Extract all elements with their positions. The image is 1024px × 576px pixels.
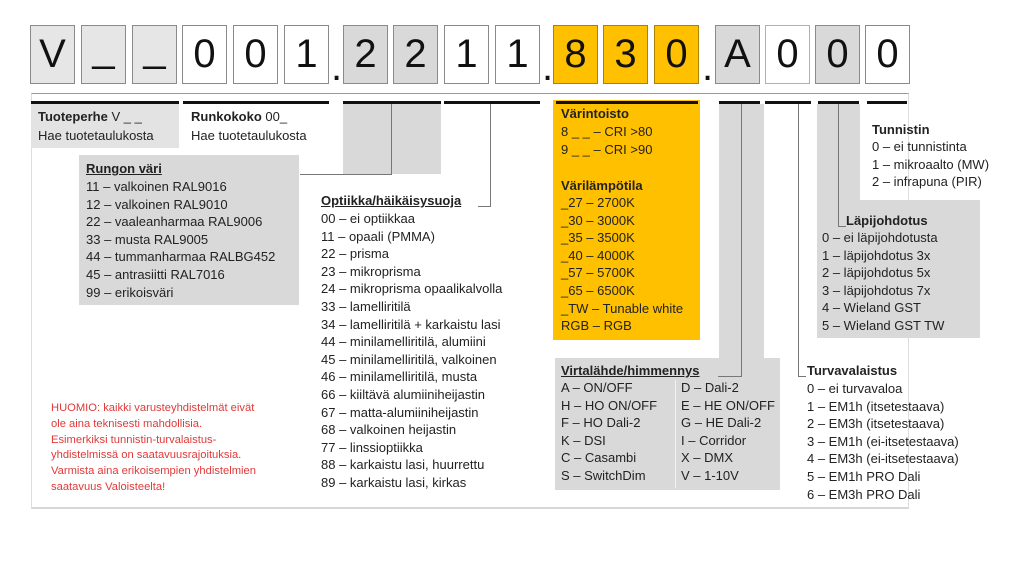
sensor-list	[872, 138, 989, 191]
list-item: RGB – RGB	[561, 318, 632, 334]
code-cell-size: 1	[284, 25, 329, 84]
code-cell-sensor: 0	[865, 25, 910, 84]
code-separator: .	[542, 45, 554, 89]
list-item: 00 – ei optiikkaa	[321, 211, 415, 226]
family-title: Tuoteperhe	[38, 109, 108, 124]
list-item: I – Corridor	[681, 432, 747, 448]
code-separator: .	[331, 45, 343, 89]
list-item: 45 – antrasiitti RAL7016	[86, 266, 225, 282]
code-cell-family: _	[132, 25, 177, 84]
list-item: 5 – EM1h PRO Dali	[807, 468, 921, 484]
list-item: 0 – ei turvavaloa	[807, 381, 903, 396]
family-code: V _ _	[111, 109, 142, 124]
body-color-list	[86, 178, 275, 301]
note-line: yhdistelmissä on saatavuusrajoituksia.	[51, 449, 242, 462]
list-item: 9 _ _ – CRI >90	[561, 141, 653, 157]
list-item: _TW – Tunable white	[561, 300, 684, 316]
body-color-connector-bg	[343, 104, 441, 174]
list-item: 77 – linssioptiikka	[321, 439, 423, 455]
connector-driver	[741, 104, 742, 376]
list-item: 33 – musta RAL9005	[86, 231, 209, 247]
bar-family	[31, 101, 179, 104]
bar-size	[183, 101, 329, 104]
cri-list	[561, 123, 652, 158]
body-color-title: Rungon väri	[86, 161, 162, 176]
list-item: 6 – EM3h PRO Dali	[807, 486, 921, 502]
driver-divider	[675, 380, 676, 488]
list-item: 34 – lamelliritilä + karkaistu lasi	[321, 316, 501, 332]
wiring-list	[822, 229, 944, 335]
list-item: C – Casambi	[561, 450, 637, 466]
list-item: 8 _ _ – CRI >80	[561, 124, 653, 139]
availability-note	[51, 401, 256, 496]
list-item: 23 – mikroprisma	[321, 263, 421, 279]
sensor-title: Tunnistin	[872, 122, 930, 137]
note-line: ole aina teknisesti mahdollisia.	[51, 417, 203, 430]
code-cell-family: _	[81, 25, 126, 84]
code-cell-body-color: 2	[343, 25, 388, 84]
code-cell-emergency: 0	[765, 25, 810, 84]
connector-driver	[718, 376, 742, 377]
list-item: 11 – valkoinen RAL9016	[86, 179, 227, 194]
list-item: 89 – karkaistu lasi, kirkas	[321, 474, 467, 490]
list-item: 0 – ei läpijohdotusta	[822, 230, 938, 245]
optics-title: Optiikka/häikäisysuoja	[321, 193, 462, 208]
list-item: 11 – opaali (PMMA)	[321, 228, 435, 244]
list-item: 2 – EM3h (itsetestaava)	[807, 416, 945, 432]
list-item: 68 – valkoinen heijastin	[321, 422, 457, 438]
code-cell-cri: 8	[553, 25, 598, 84]
list-item: 88 – karkaistu lasi, huurrettu	[321, 457, 485, 473]
list-item: _57 – 5700K	[561, 265, 635, 281]
note-line: Varmista aina erikoisempien yhdistelmien	[51, 465, 256, 478]
code-cell-optics: 1	[495, 25, 540, 84]
list-item: 67 – matta-alumiiniheijastin	[321, 404, 479, 420]
list-item: 1 – läpijohdotus 3x	[822, 247, 931, 263]
list-item: G – HE Dali-2	[681, 415, 762, 431]
note-line: Esimerkiksi tunnistin-turvalaistus-	[51, 433, 217, 446]
list-item: 0 – ei tunnistinta	[872, 139, 967, 154]
size-heading	[191, 108, 287, 126]
family-subtitle: Hae tuotetaulukosta	[38, 128, 154, 143]
list-item: 2 – läpijohdotus 5x	[822, 265, 931, 281]
code-cell-driver: A	[715, 25, 760, 84]
note-line: saatavuus Valoisteelta!	[51, 480, 166, 493]
list-item: K – DSI	[561, 432, 606, 448]
code-cell-family: V	[30, 25, 75, 84]
connector-emergency	[798, 376, 806, 377]
driver-list-right	[681, 379, 775, 485]
list-item: 1 – mikroaalto (MW)	[872, 156, 990, 172]
list-item: E – HE ON/OFF	[681, 397, 775, 413]
code-cell-optics: 1	[444, 25, 489, 84]
connector-emergency	[798, 104, 799, 376]
list-item: _30 – 3000K	[561, 212, 635, 228]
code-cell-body-color: 2	[393, 25, 438, 84]
list-item: X – DMX	[681, 450, 734, 466]
driver-list-left	[561, 379, 657, 485]
list-item: A – ON/OFF	[561, 380, 633, 395]
emergency-list	[807, 380, 959, 503]
cct-list	[561, 194, 683, 335]
wiring-title: Läpijohdotus	[846, 213, 928, 228]
bar-sensor	[867, 101, 907, 104]
cri-title: Värintoisto	[561, 106, 629, 121]
list-item: 12 – valkoinen RAL9010	[86, 196, 228, 212]
list-item: 99 – erikoisväri	[86, 284, 174, 300]
list-item: 4 – EM3h (ei-itsetestaava)	[807, 451, 959, 467]
connector-optics	[490, 104, 491, 206]
bar-emergency	[765, 101, 811, 104]
size-title: Runkokoko	[191, 109, 262, 124]
list-item: 45 – minilamelliritilä, valkoinen	[321, 351, 497, 367]
list-item: 2 – infrapuna (PIR)	[872, 174, 982, 190]
list-item: _40 – 4000K	[561, 247, 635, 263]
connector-body-color	[300, 174, 392, 175]
list-item: _27 – 2700K	[561, 195, 635, 210]
list-item: 22 – prisma	[321, 246, 389, 262]
list-item: 3 – läpijohdotus 7x	[822, 282, 931, 298]
code-cell-cct: 3	[603, 25, 648, 84]
list-item: 44 – tummanharmaa RALBG452	[86, 249, 276, 265]
list-item: S – SwitchDim	[561, 467, 646, 483]
code-cell-through-wiring: 0	[815, 25, 860, 84]
code-cell-cct: 0	[654, 25, 699, 84]
note-line: HUOMIO: kaikki varusteyhdistelmät eivät	[51, 402, 255, 414]
list-item: 24 – mikroprisma opaalikalvolla	[321, 281, 503, 297]
bar-driver	[719, 101, 760, 104]
list-item: 5 – Wieland GST TW	[822, 317, 945, 333]
list-item: _65 – 6500K	[561, 282, 635, 298]
size-subtitle: Hae tuotetaulukosta	[191, 128, 307, 143]
family-heading	[38, 108, 142, 126]
list-item: 1 – EM1h (itsetestaava)	[807, 398, 945, 414]
connector-body-color	[391, 104, 392, 174]
driver-title: Virtalähde/himmennys	[561, 363, 700, 378]
list-item: F – HO Dali-2	[561, 415, 641, 431]
list-item: H – HO ON/OFF	[561, 397, 658, 413]
bar-color	[556, 101, 698, 104]
connector-wiring	[838, 104, 839, 226]
list-item: D – Dali-2	[681, 380, 739, 395]
list-item: _35 – 3500K	[561, 230, 635, 246]
list-item: 3 – EM1h (ei-itsetestaava)	[807, 433, 959, 449]
cct-title: Värilämpötila	[561, 178, 643, 193]
list-item: 4 – Wieland GST	[822, 300, 921, 316]
list-item: 22 – vaaleanharmaa RAL9006	[86, 214, 263, 230]
code-separator: .	[702, 45, 714, 89]
list-item: 44 – minilamelliritilä, alumiini	[321, 334, 486, 350]
list-item: 46 – minilamelliritilä, musta	[321, 369, 478, 385]
emergency-title: Turvavalaistus	[807, 363, 898, 378]
connector-wiring	[838, 226, 846, 227]
bar-optics	[444, 101, 540, 104]
code-cell-size: 0	[233, 25, 278, 84]
list-item: V – 1-10V	[681, 467, 739, 483]
connector-optics	[478, 206, 491, 207]
list-item: 33 – lamelliritilä	[321, 298, 411, 314]
size-code: 00_	[265, 109, 288, 124]
code-cell-size: 0	[182, 25, 227, 84]
list-item: 66 – kiiltävä alumiiniheijastin	[321, 386, 486, 402]
optics-list	[321, 210, 502, 492]
bar-body-color	[343, 101, 441, 104]
